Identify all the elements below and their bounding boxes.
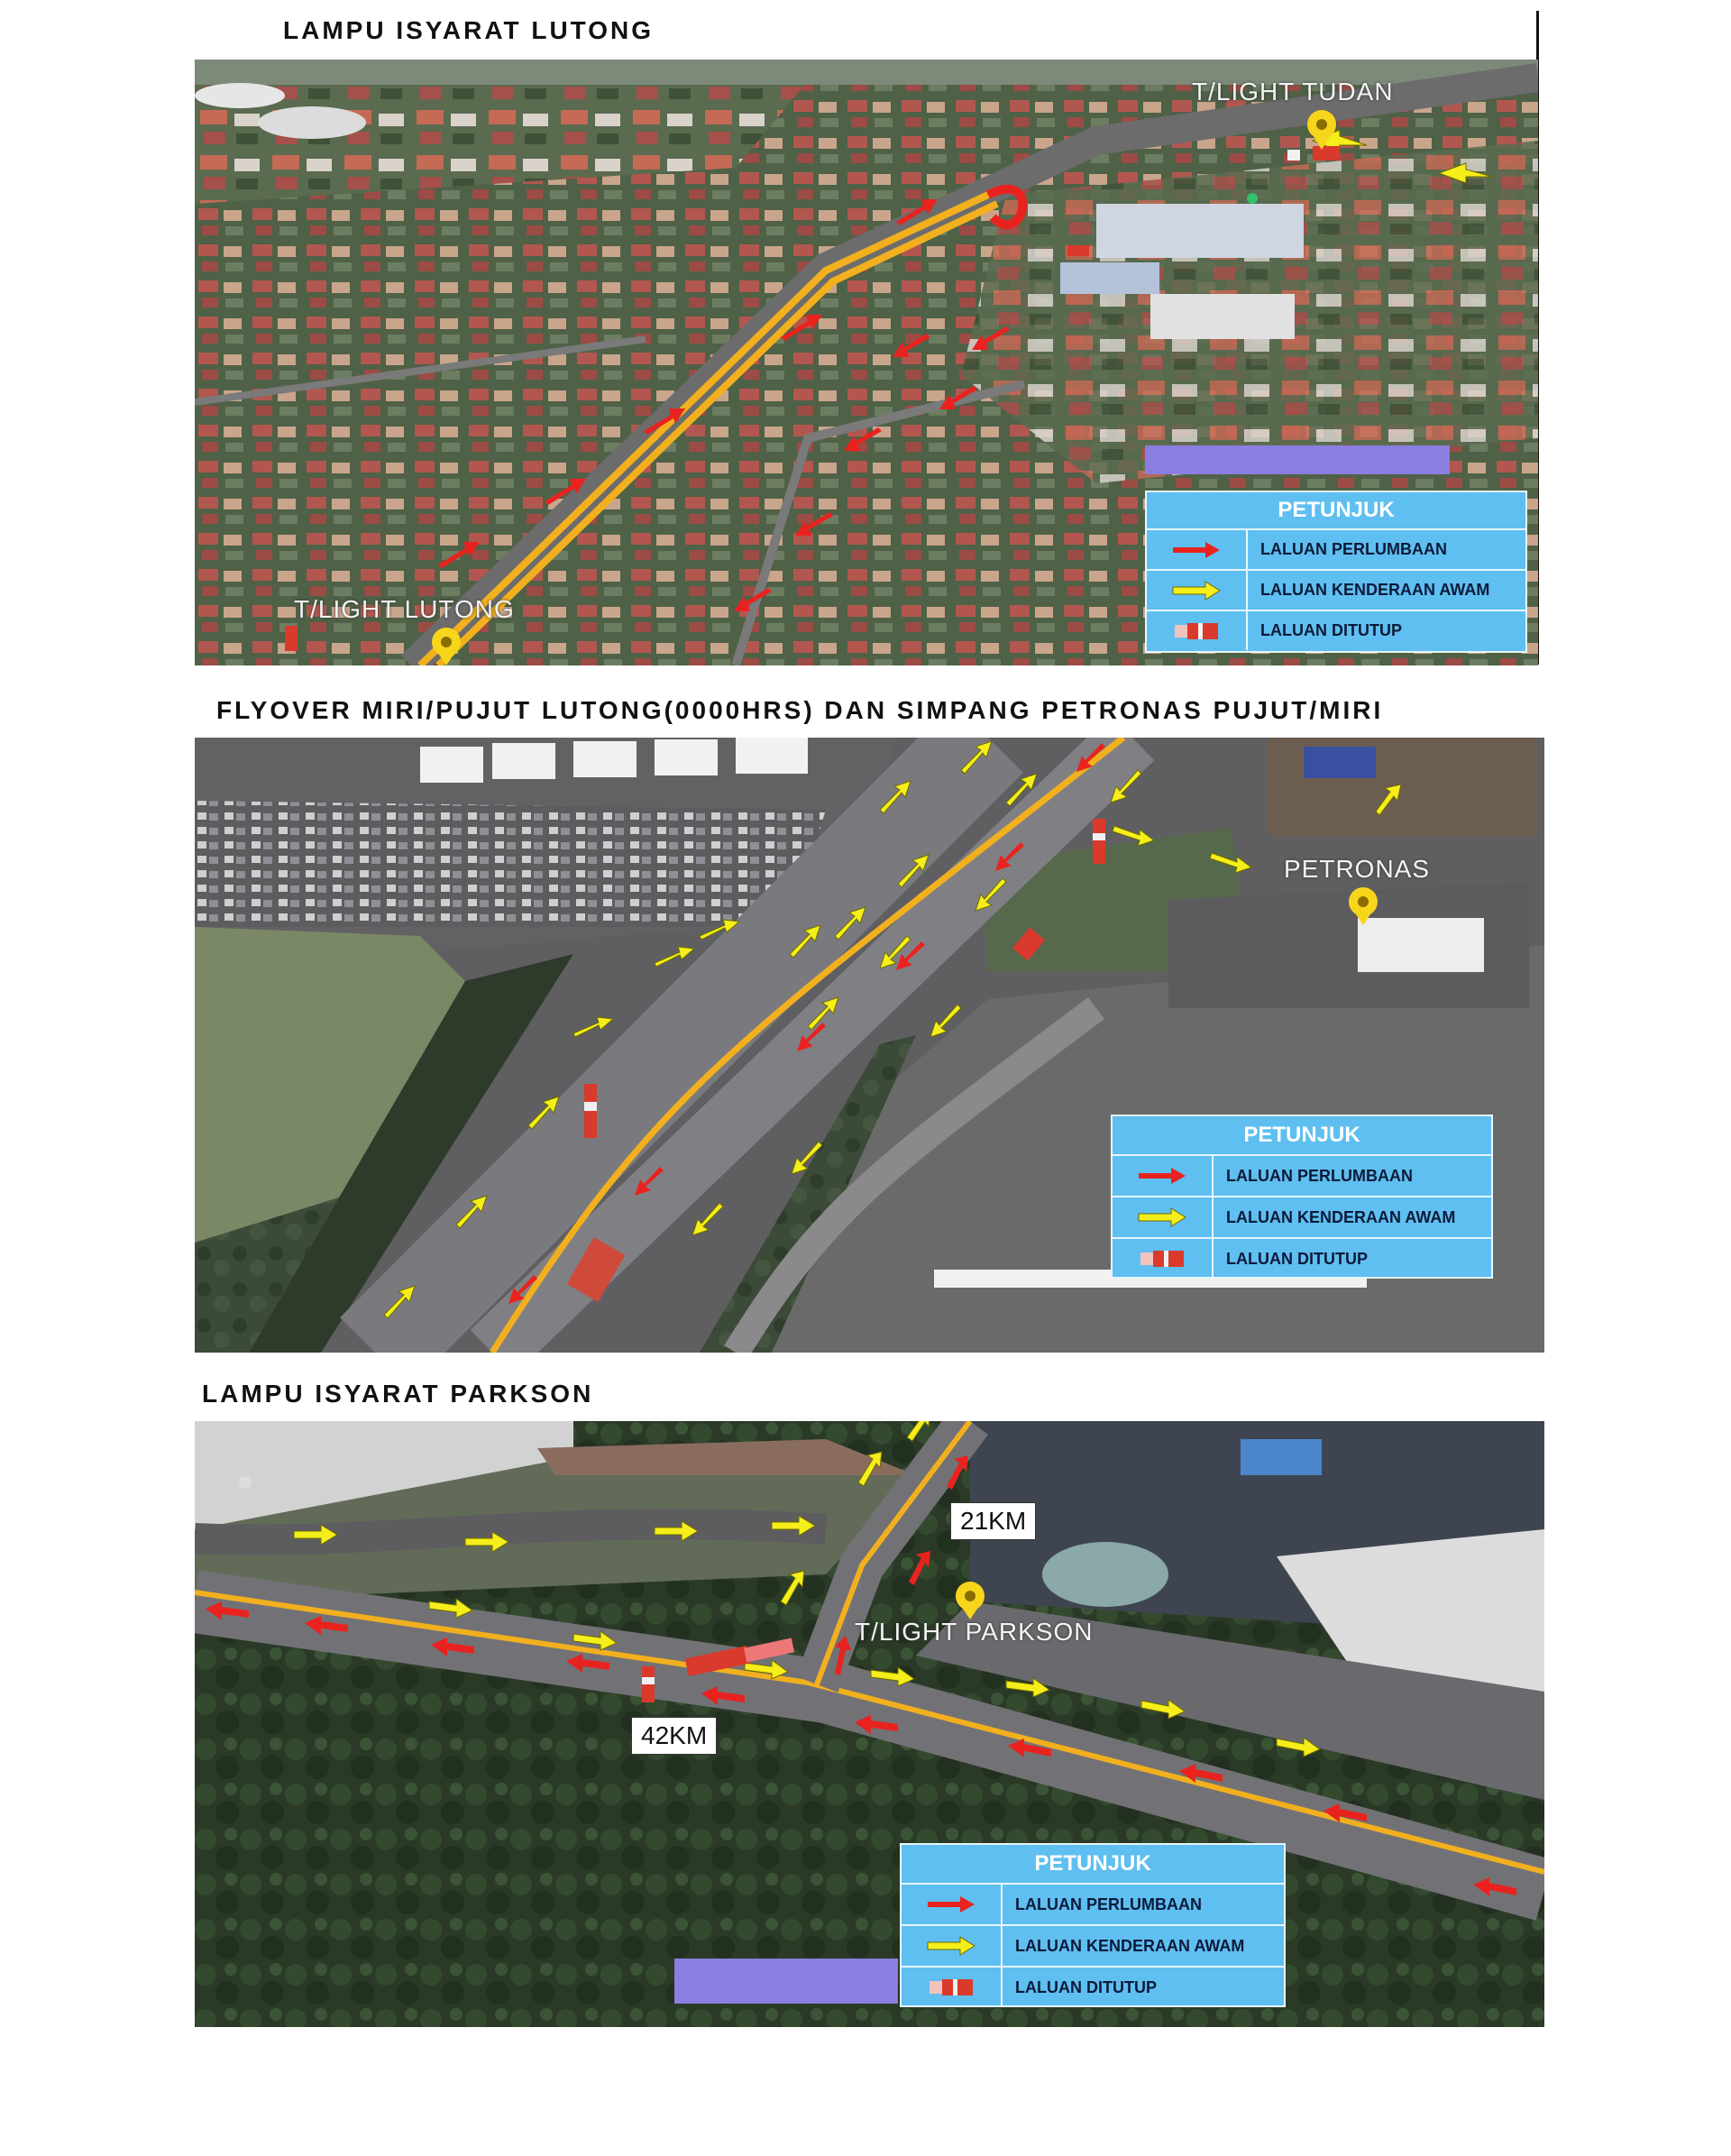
legend-label-public: LALUAN KENDERAAN AWAM (1015, 1936, 1245, 1955)
legend-row-race (1113, 1156, 1491, 1197)
label-tlight-lutong: T/LIGHT LUTONG (294, 595, 515, 623)
legend-heading: PETUNJUK (1147, 492, 1525, 530)
panel-2-title: FLYOVER MIRI/PUJUT LUTONG(0000HRS) DAN SIMPANG PETRONAS PUJUT/MIRI (216, 696, 1384, 724)
yellow-arrow-icon (926, 1936, 976, 1956)
legend-row-race (902, 1885, 1284, 1926)
legend-label-closed: LALUAN DITUTUP (1260, 621, 1402, 639)
label-tlight-parkson: T/LIGHT PARKSON (855, 1618, 1094, 1646)
legend-panel-3 (900, 1843, 1286, 2007)
barrier-icon (1171, 620, 1222, 642)
yellow-arrow-icon (1171, 581, 1222, 601)
red-arrow-icon (1137, 1166, 1187, 1186)
legend-label-closed: LALUAN DITUTUP (1015, 1977, 1157, 1996)
legend-row-closed (1113, 1239, 1491, 1279)
legend-heading: PETUNJUK (902, 1845, 1284, 1885)
yellow-arrow-icon (1137, 1207, 1187, 1227)
legend-label-race: LALUAN PERLUMBAAN (1015, 1895, 1202, 1913)
legend-row-closed (1147, 611, 1525, 650)
legend-row-race (1147, 530, 1525, 571)
panel-1-title: LAMPU ISYARAT LUTONG (283, 16, 655, 44)
legend-row-public (902, 1926, 1284, 1968)
legend-label-closed: LALUAN DITUTUP (1226, 1249, 1368, 1268)
legend-heading: PETUNJUK (1113, 1116, 1491, 1156)
panel-3-title: LAMPU ISYARAT PARKSON (202, 1380, 594, 1408)
barrier-icon (926, 1977, 976, 1998)
legend-row-public (1113, 1197, 1491, 1239)
red-arrow-icon (926, 1895, 976, 1914)
label-petronas: PETRONAS (1284, 855, 1431, 883)
red-arrow-icon (1171, 540, 1222, 560)
map-parkson-image (195, 1421, 1544, 2027)
legend-panel-1 (1145, 491, 1527, 653)
redaction-box (674, 1959, 898, 2004)
legend-row-public (1147, 571, 1525, 611)
legend-panel-2 (1111, 1115, 1493, 1279)
distance-marker-42km: 42KM (631, 1717, 717, 1755)
map-parkson (195, 1421, 1544, 2027)
legend-row-closed (902, 1968, 1284, 2007)
legend-label-race: LALUAN PERLUMBAAN (1226, 1166, 1413, 1185)
legend-label-race: LALUAN PERLUMBAAN (1260, 540, 1447, 558)
redaction-box (1145, 445, 1450, 474)
barrier-icon (1137, 1248, 1187, 1270)
legend-label-public: LALUAN KENDERAAN AWAM (1226, 1207, 1456, 1226)
distance-marker-21km: 21KM (950, 1502, 1036, 1540)
label-tlight-tudan: T/LIGHT TUDAN (1192, 78, 1394, 106)
legend-label-public: LALUAN KENDERAAN AWAM (1260, 581, 1490, 599)
